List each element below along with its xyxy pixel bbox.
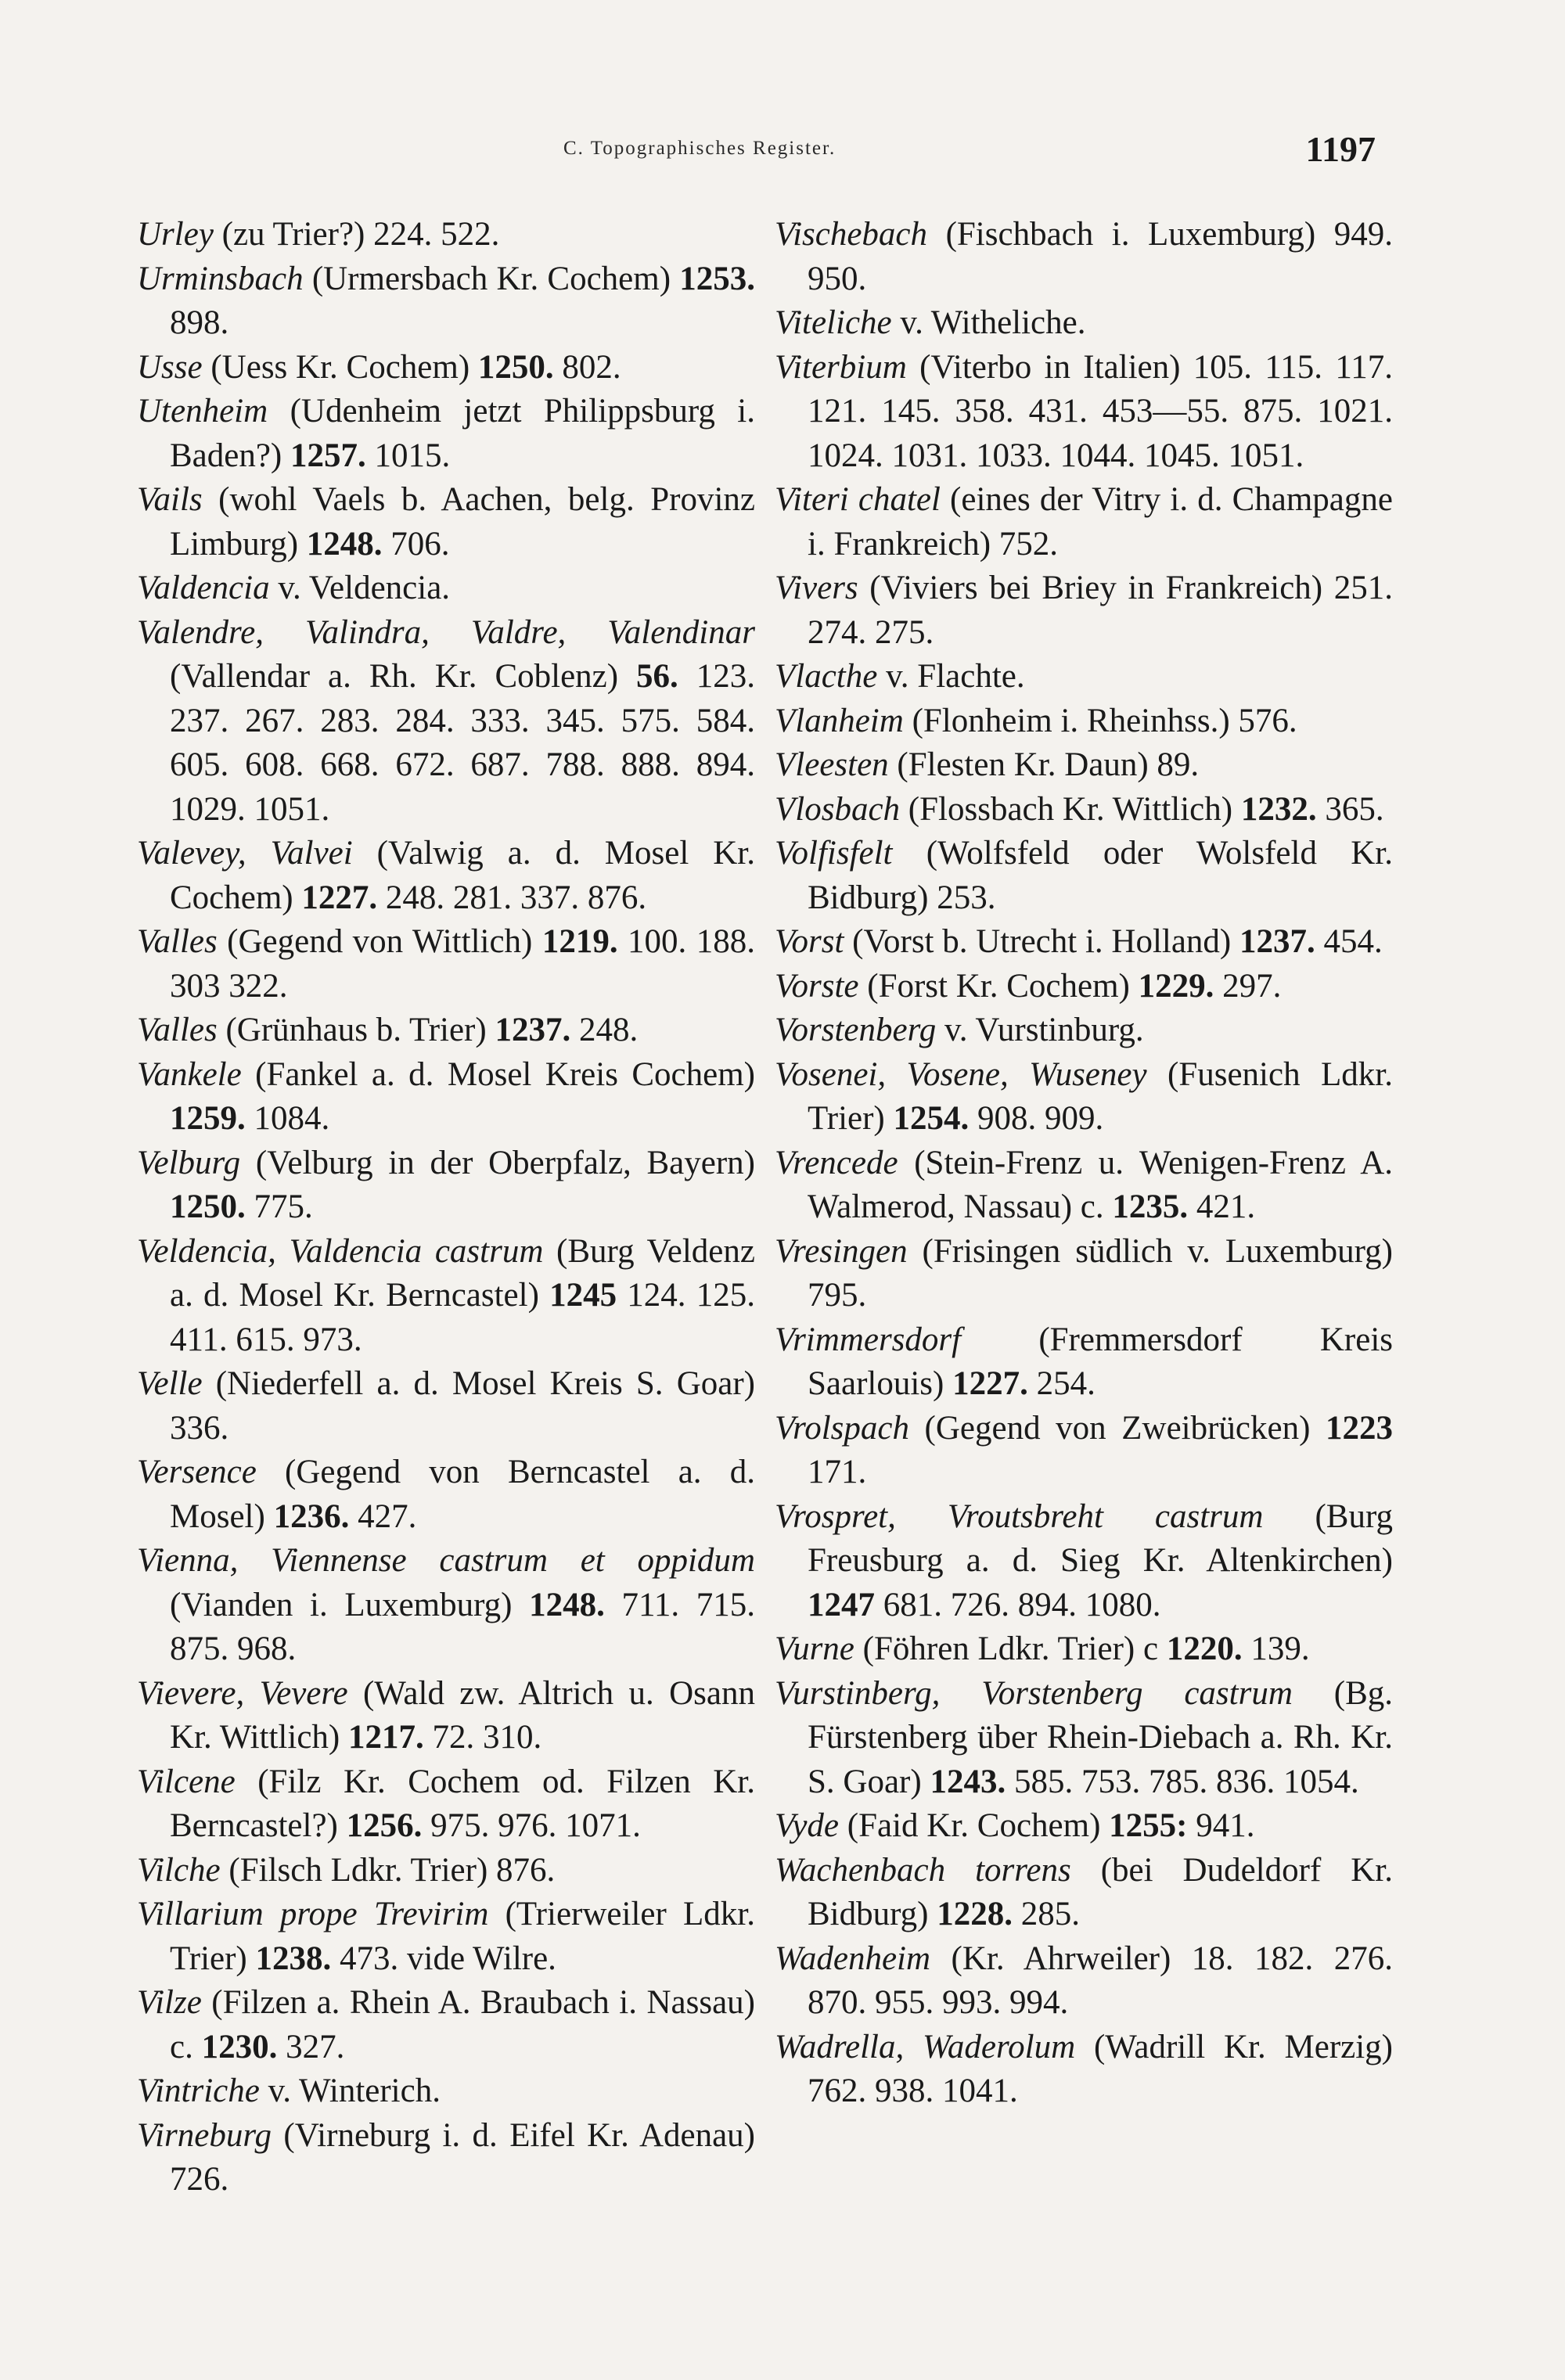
year-bold: 1253.	[679, 260, 755, 297]
entry-text: (Burg Freusburg a. d. Sieg Kr. Altenkirchen)	[808, 1497, 1394, 1579]
headword: Valevey, Valvei	[137, 835, 353, 872]
register-entry	[775, 1937, 1393, 2026]
headword: Wachenbach torrens	[775, 1851, 1071, 1889]
entry-refs: 72. 310.	[423, 1719, 542, 1756]
register-entry	[775, 346, 1393, 479]
entry-text: (Burg Veldenz a. d. Mosel Kr. Berncastel)	[170, 1232, 755, 1314]
register-entry	[775, 1407, 1393, 1495]
headword: Vankele	[137, 1055, 242, 1093]
register-entry	[137, 1849, 755, 1893]
entry-refs: 802.	[553, 348, 621, 386]
entry-text: (Flossbach Kr. Wittlich)	[900, 790, 1241, 828]
entry-refs: 297.	[1214, 967, 1282, 1005]
headword: Vilze	[137, 1984, 202, 2021]
year-bold: 1248.	[306, 525, 383, 563]
entry-refs: 975. 976. 1071.	[422, 1807, 641, 1844]
entry-text: v. Veldencia.	[269, 570, 451, 606]
headword: Vurne	[775, 1630, 854, 1667]
entry-text: (Föhren Ldkr. Trier) c	[854, 1630, 1167, 1667]
entry-text: (Frisingen südlich v. Luxemburg) 795.	[808, 1232, 1393, 1314]
year-bold: 1230.	[201, 2028, 278, 2065]
register-entry	[775, 213, 1393, 301]
register-entry	[775, 655, 1393, 699]
entry-text: (Filzen a. Rhein A. Braubach i. Nassau) c.	[170, 1984, 755, 2065]
year-bold: 1227.	[952, 1365, 1028, 1402]
register-entry	[137, 566, 755, 611]
year-bold: 1255:	[1109, 1807, 1188, 1844]
entry-refs: 254.	[1027, 1365, 1096, 1402]
headword: Vrencede	[775, 1144, 898, 1181]
headword: Vrospret, Vroutsbreht castrum	[775, 1497, 1264, 1535]
headword: Vlosbach	[775, 790, 901, 828]
register-entry	[775, 1849, 1393, 1937]
headword: Utenheim	[137, 393, 268, 430]
headword: Vlacthe	[775, 658, 878, 695]
running-title: C. Topographisches Register.	[563, 138, 836, 159]
register-entry	[775, 1053, 1393, 1141]
entry-text: (Forst Kr. Cochem)	[858, 967, 1139, 1005]
entry-refs: 775.	[245, 1188, 313, 1225]
headword: Velburg	[137, 1144, 241, 1181]
right-column	[775, 213, 1393, 2114]
year-bold: 1220.	[1166, 1630, 1243, 1667]
register-entry	[137, 1141, 755, 1230]
year-bold: 1256.	[346, 1807, 423, 1844]
left-column	[137, 213, 755, 2202]
register-entry	[137, 1362, 755, 1451]
headword: Vilcene	[137, 1763, 236, 1800]
page-header	[0, 131, 1565, 178]
year-bold: 1248.	[529, 1586, 605, 1623]
register-entry	[137, 390, 755, 478]
year-bold: 1227.	[301, 879, 378, 916]
entry-text: v. Vurstinburg.	[936, 1012, 1144, 1048]
register-entry	[137, 1539, 755, 1672]
headword: Vyde	[775, 1807, 839, 1844]
year-bold: 1247	[808, 1586, 875, 1623]
entry-text: (bei Dudeldorf Kr. Bidburg)	[808, 1851, 1393, 1932]
year-bold: 1235.	[1112, 1188, 1189, 1225]
year-bold: 1257.	[290, 437, 366, 474]
entry-text: (Wadrill Kr. Merzig) 762. 938. 1041.	[808, 2028, 1393, 2109]
entry-text: (Uess Kr. Cochem)	[202, 348, 478, 386]
headword: Vorst	[775, 923, 844, 960]
year-bold: 1237.	[1239, 923, 1315, 960]
entry-refs: 473. vide Wilre.	[331, 1940, 556, 1977]
entry-text: (zu Trier?) 224. 522.	[213, 216, 500, 253]
headword: Viteri chatel	[775, 481, 941, 518]
headword: Vurstinberg, Vorstenberg castrum	[775, 1674, 1293, 1712]
headword: Velle	[137, 1365, 203, 1402]
headword: Urley	[137, 216, 214, 253]
register-entry	[775, 1318, 1393, 1407]
headword: Vrolspach	[775, 1409, 909, 1447]
register-entry	[137, 346, 755, 390]
entry-text: (Valwig a. d. Mosel Kr. Cochem)	[170, 835, 755, 916]
entry-text: (Virneburg i. d. Eifel Kr. Adenau) 726.	[170, 2116, 755, 2198]
entry-refs: 123. 237. 267. 283. 284. 333. 345. 575. 584. 605. 608. 668. 672. 687. 788. 888. 894. 1029. 1051.	[170, 658, 755, 828]
register-entry	[775, 699, 1393, 744]
headword: Vorste	[775, 967, 859, 1005]
headword: Vischebach	[775, 216, 928, 253]
year-bold: 1250.	[477, 348, 554, 386]
entry-text: (Stein-Frenz u. Wenigen-Frenz A. Walmerod, Nassau) c.	[808, 1144, 1393, 1225]
entry-refs: 898.	[170, 304, 229, 341]
entry-refs: 327.	[277, 2028, 345, 2065]
register-entry	[137, 213, 755, 257]
register-entry	[137, 2114, 755, 2202]
entry-text: (Vorst b. Utrecht i. Holland)	[844, 923, 1239, 960]
entry-text: (Wald zw. Altrich u. Osann Kr. Wittlich)	[170, 1674, 756, 1756]
entry-text: (Vallendar a. Rh. Kr. Coblenz)	[170, 658, 637, 695]
headword: Vresingen	[775, 1232, 908, 1270]
entry-refs: 585. 753. 785. 836. 1054.	[1006, 1763, 1359, 1800]
headword: Vienna, Viennense castrum et oppidum	[137, 1542, 755, 1579]
headword: Vievere, Vevere	[137, 1674, 348, 1712]
register-entry	[137, 1053, 755, 1141]
entry-refs: 1015.	[365, 437, 451, 474]
headword: Viteliche	[775, 304, 892, 341]
headword: Valdencia	[137, 570, 270, 606]
register-entry	[137, 1981, 755, 2069]
entry-text: (Fusenich Ldkr. Trier)	[808, 1055, 1393, 1137]
register-entry	[775, 1495, 1393, 1628]
register-entry	[137, 478, 755, 566]
entry-text: (Niederfell a. d. Mosel Kreis S. Goar) 336.	[170, 1365, 755, 1447]
entry-text: (Flesten Kr. Daun) 89.	[888, 746, 1200, 783]
year-bold: 1238.	[255, 1940, 332, 1977]
entry-refs: 681. 726. 894. 1080.	[875, 1586, 1161, 1623]
entry-text: v. Winterich.	[259, 2073, 441, 2109]
entry-text: (Velburg in der Oberpfalz, Bayern)	[240, 1144, 755, 1181]
register-entry	[775, 1141, 1393, 1230]
entry-text: (Fischbach i. Luxemburg) 949. 950.	[808, 216, 1393, 297]
register-entry	[137, 1672, 755, 1760]
register-entry	[137, 1451, 755, 1539]
register-entry	[775, 1230, 1393, 1318]
year-bold: 1237.	[495, 1012, 571, 1048]
entry-text: (Fankel a. d. Mosel Kreis Cochem)	[241, 1055, 755, 1093]
entry-text: (Viterbo in Italien) 105. 115. 117. 121. 145. 358. 431. 453—55. 875. 1021. 1024. 1031. 1033. 1044. 1045. 1051.	[808, 348, 1393, 474]
entry-text: (wohl Vaels b. Aachen, belg. Provinz Limburg)	[170, 481, 755, 563]
register-entry	[137, 1230, 755, 1363]
headword: Vosenei, Vosene, Wuseney	[775, 1055, 1147, 1093]
register-entry	[775, 478, 1393, 566]
register-entry	[775, 566, 1393, 655]
year-bold: 1259.	[170, 1100, 246, 1137]
year-bold: 1223	[1326, 1409, 1393, 1447]
register-entry	[137, 1760, 755, 1849]
entry-text: (Flonheim i. Rheinhss.) 576.	[903, 702, 1297, 739]
entry-text: (Wolfsfeld oder Wolsfeld Kr. Bidburg) 253.	[808, 835, 1393, 916]
entry-refs: 421.	[1188, 1188, 1256, 1225]
entry-text: (Fremmersdorf Kreis Saarlouis)	[808, 1321, 1393, 1402]
headword: Vleesten	[775, 746, 889, 783]
register-entry	[775, 1627, 1393, 1672]
year-bold: 1228.	[937, 1896, 1013, 1932]
entry-refs: 285.	[1013, 1896, 1080, 1932]
headword: Valles	[137, 923, 218, 960]
entry-text: (eines der Vitry i. d. Champagne i. Frankreich) 752.	[808, 481, 1393, 563]
headword: Wadenheim	[775, 1940, 931, 1977]
entry-text: (Trierweiler Ldkr. Trier)	[170, 1896, 755, 1977]
register-entry	[137, 832, 755, 920]
year-bold: 1229.	[1138, 967, 1214, 1005]
register-entry	[775, 1008, 1393, 1053]
year-bold: 1254.	[893, 1100, 970, 1137]
register-entry	[137, 257, 755, 346]
register-entry	[137, 2069, 755, 2114]
entry-text: (Filz Kr. Cochem od. Filzen Kr. Berncastel?)	[170, 1763, 755, 1844]
register-entry	[775, 832, 1393, 920]
register-entry	[775, 965, 1393, 1009]
year-bold: 1243.	[930, 1763, 1006, 1800]
entry-refs: 706.	[382, 525, 450, 563]
year-bold: 1245	[549, 1277, 617, 1314]
headword: Vivers	[775, 570, 858, 606]
register-entry	[775, 1804, 1393, 1849]
register-entry	[775, 788, 1393, 832]
entry-text: (Grünhaus b. Trier)	[217, 1012, 495, 1048]
headword: Vails	[137, 481, 203, 518]
year-bold: 1219.	[541, 923, 618, 960]
register-entry	[775, 920, 1393, 965]
year-bold: 1217.	[347, 1719, 424, 1756]
register-entry	[775, 743, 1393, 788]
entry-text: (Filsch Ldkr. Trier) 876.	[220, 1851, 556, 1889]
entry-refs: 124. 125. 411. 615. 973.	[170, 1277, 756, 1358]
register-entry	[775, 301, 1393, 346]
entry-refs: 908. 909.	[969, 1100, 1104, 1137]
entry-refs: 711. 715. 875. 968.	[170, 1586, 756, 1667]
headword: Vintriche	[137, 2073, 260, 2109]
headword: Urminsbach	[137, 260, 304, 297]
register-entry	[137, 1008, 755, 1053]
headword: Vorstenberg	[775, 1012, 937, 1048]
year-bold: 1250.	[170, 1188, 246, 1225]
register-entry	[137, 1893, 755, 1981]
entry-text: (Urmersbach Kr. Cochem)	[303, 260, 680, 297]
headword: Viterbium	[775, 348, 907, 386]
entry-text: (Viviers bei Briey in Frankreich) 251. 274. 275.	[808, 570, 1393, 651]
headword: Usse	[137, 348, 203, 386]
entry-text: (Udenheim jetzt Philippsburg i. Baden?)	[170, 393, 755, 474]
headword: Volfisfelt	[775, 835, 893, 872]
register-entry	[775, 1672, 1393, 1805]
entry-text: (Faid Kr. Cochem)	[839, 1807, 1110, 1844]
entry-text: v. Witheliche.	[891, 304, 1086, 341]
year-bold: 1236.	[273, 1497, 350, 1535]
entry-text: (Gegend von Wittlich)	[217, 923, 542, 960]
entry-refs: 248. 281. 337. 876.	[377, 879, 647, 916]
entry-refs: 1084.	[245, 1100, 330, 1137]
entry-refs: 365.	[1316, 790, 1384, 828]
register-entry	[137, 611, 755, 832]
entry-refs: 248.	[570, 1012, 639, 1048]
headword: Wadrella, Waderolum	[775, 2028, 1076, 2065]
headword: Valles	[137, 1012, 218, 1048]
entry-refs: 941.	[1187, 1807, 1255, 1844]
headword: Versence	[137, 1454, 257, 1490]
page-number: 1197	[1305, 129, 1376, 169]
register-entry	[775, 2026, 1393, 2114]
headword: Villarium prope Trevirim	[137, 1896, 489, 1932]
register-entry	[137, 920, 755, 1008]
entry-text: (Gegend von Zweibrücken)	[908, 1409, 1326, 1447]
headword: Vlanheim	[775, 702, 904, 739]
headword: Vilche	[137, 1851, 221, 1889]
entry-refs: 427.	[349, 1497, 417, 1535]
entry-refs: 100. 188. 303 322.	[170, 923, 755, 1005]
year-bold: 1232.	[1240, 790, 1317, 828]
entry-refs: 454.	[1315, 923, 1383, 960]
entry-text: (Kr. Ahrweiler) 18. 182. 276. 870. 955. 993. 994.	[808, 1940, 1393, 2021]
entry-text: (Vianden i. Luxemburg)	[170, 1586, 530, 1623]
headword: Valendre, Valindra, Valdre, Valendinar	[137, 613, 755, 651]
headword: Vrimmersdorf	[775, 1321, 962, 1358]
entry-text: (Bg. Fürstenberg über Rhein-Diebach a. Rh. Kr. S. Goar)	[808, 1674, 1394, 1800]
year-bold: 56.	[636, 658, 678, 695]
headword: Virneburg	[137, 2116, 272, 2154]
headword: Veldencia, Valdencia castrum	[137, 1232, 544, 1270]
entry-text: (Gegend von Berncastel a. d. Mosel)	[170, 1454, 755, 1535]
entry-text: v. Flachte.	[877, 658, 1025, 695]
entry-refs: 139.	[1242, 1630, 1310, 1667]
entry-refs: 171.	[808, 1454, 867, 1490]
